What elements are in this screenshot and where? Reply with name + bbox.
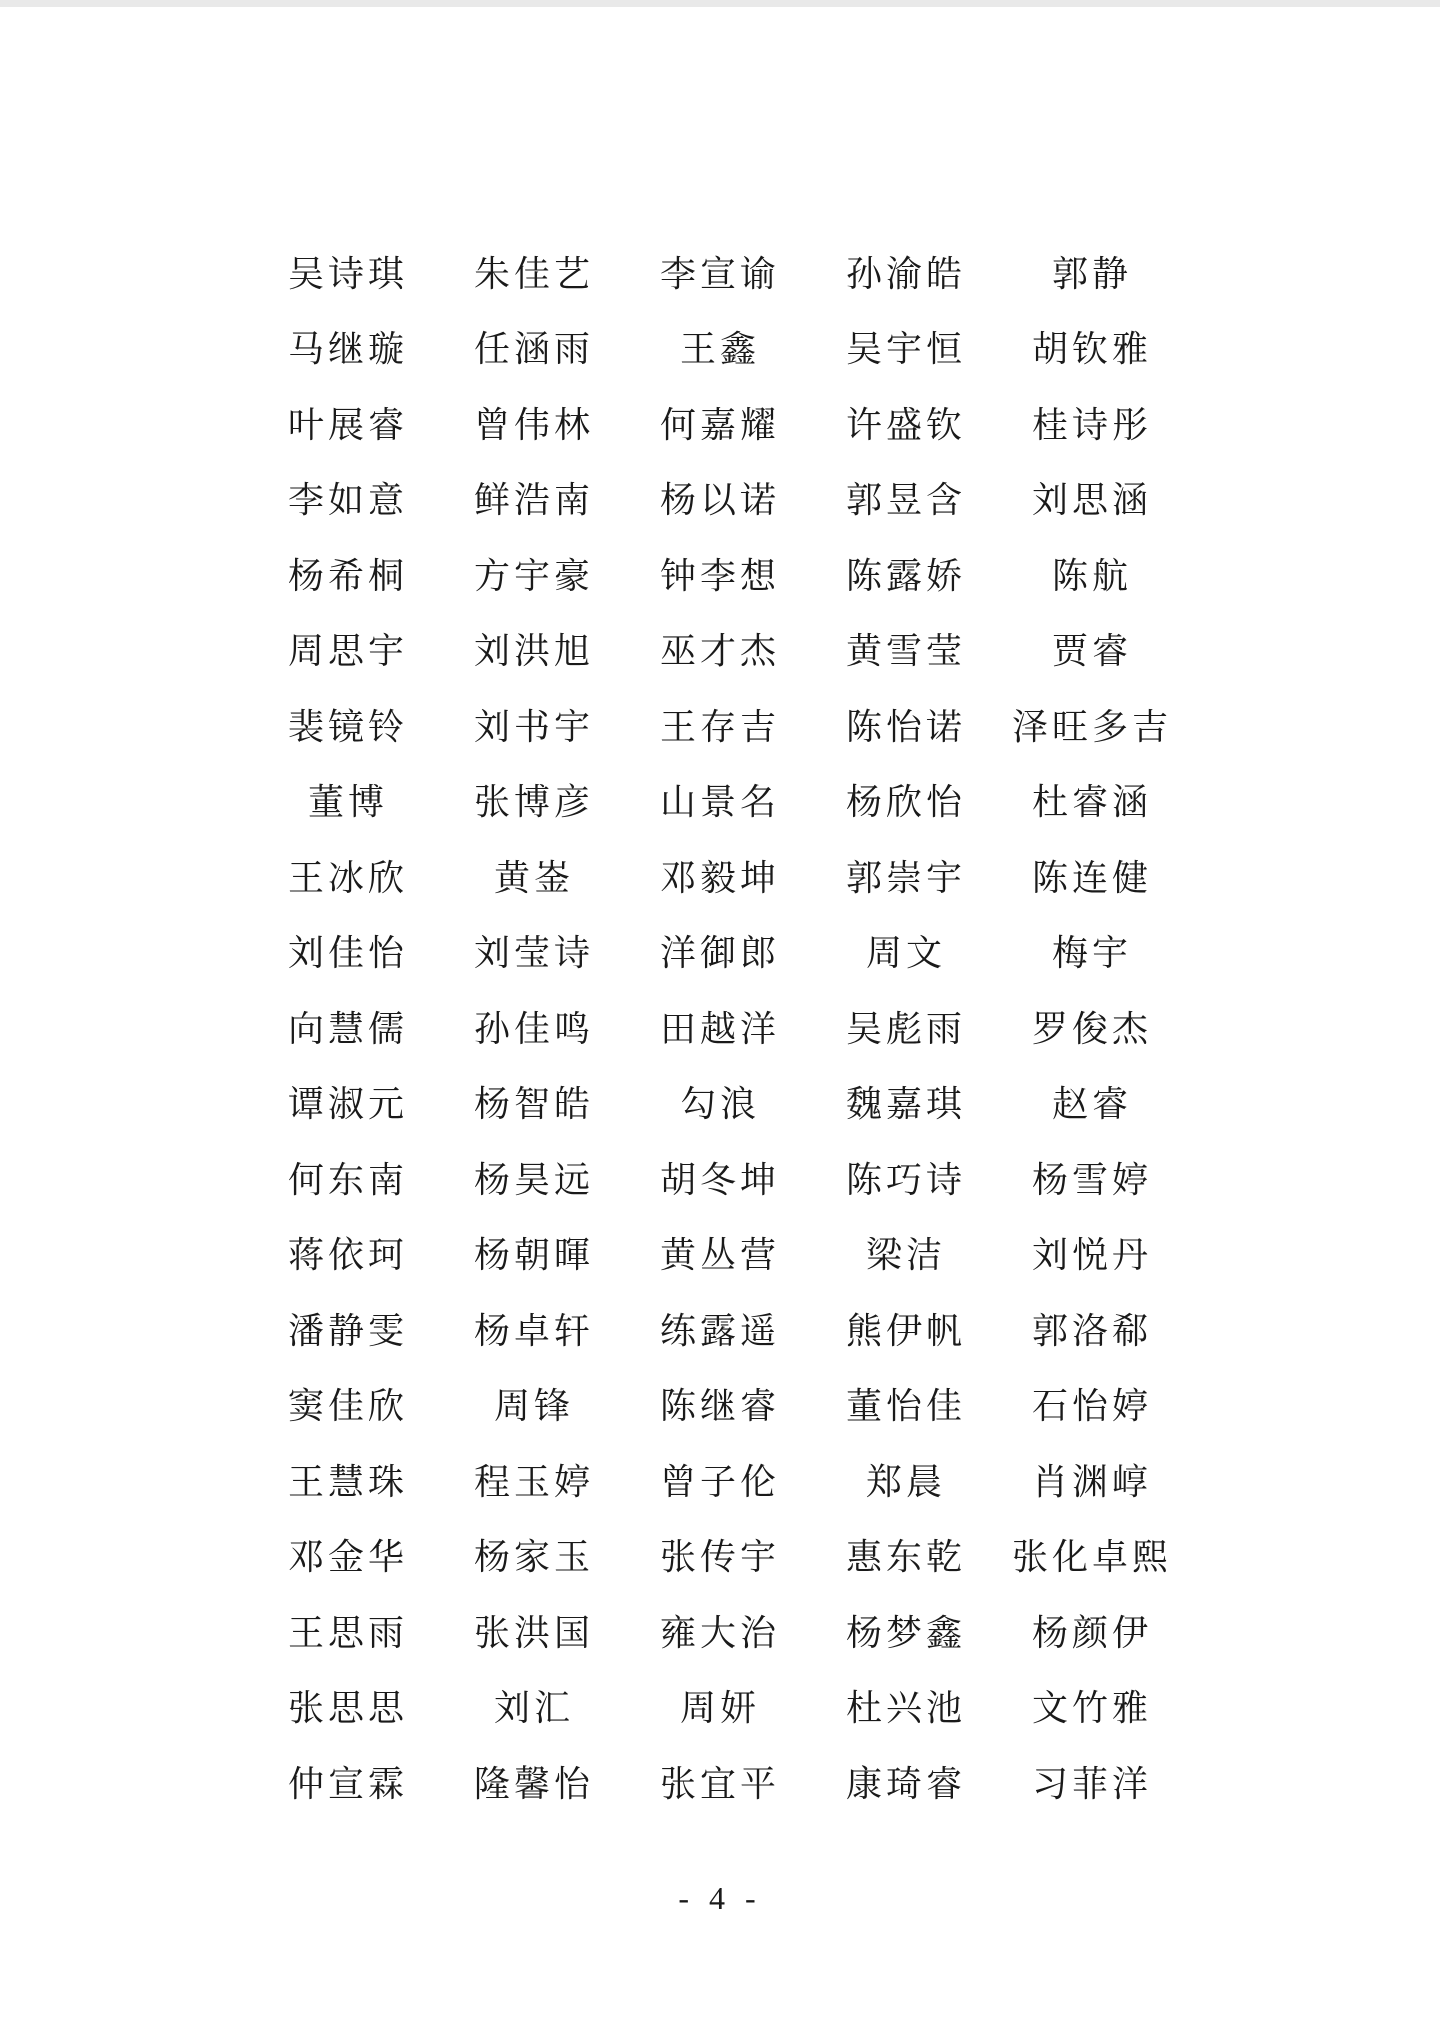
name-entry: 方宇豪 <box>473 555 594 597</box>
name-entry: 黄雪莹 <box>845 631 966 673</box>
name-entry: 许盛钦 <box>845 404 966 446</box>
name-entry: 周妍 <box>679 1688 760 1730</box>
name-entry: 杨雪婷 <box>1031 1159 1152 1201</box>
name-entry: 陈巧诗 <box>845 1159 966 1201</box>
name-entry: 张传宇 <box>659 1537 780 1579</box>
name-entry: 文竹雅 <box>1031 1688 1152 1730</box>
name-entry: 董博 <box>307 782 388 824</box>
name-entry: 张化卓熙 <box>1011 1537 1172 1579</box>
name-entry: 何东南 <box>287 1159 408 1201</box>
name-entry: 惠东乾 <box>845 1537 966 1579</box>
name-entry: 杜兴池 <box>845 1688 966 1730</box>
name-entry: 仲宣霖 <box>287 1763 408 1805</box>
name-entry: 张洪国 <box>473 1612 594 1654</box>
name-entry: 钟李想 <box>659 555 780 597</box>
name-entry: 雍大治 <box>659 1612 780 1654</box>
name-entry: 王思雨 <box>287 1612 408 1654</box>
name-entry: 吴诗琪 <box>287 253 408 295</box>
name-entry: 郭静 <box>1051 253 1132 295</box>
name-entry: 郭崇宇 <box>845 857 966 899</box>
name-entry: 康琦睿 <box>845 1763 966 1805</box>
name-entry: 陈航 <box>1051 555 1132 597</box>
name-entry: 裴镜铃 <box>287 706 408 748</box>
name-entry: 石怡婷 <box>1031 1386 1152 1428</box>
name-entry: 孙渝皓 <box>845 253 966 295</box>
name-entry: 刘汇 <box>493 1688 574 1730</box>
name-entry: 田越洋 <box>659 1008 780 1050</box>
name-entry: 谭淑元 <box>287 1084 408 1126</box>
name-entry: 胡钦雅 <box>1031 329 1152 371</box>
name-entry: 邓金华 <box>287 1537 408 1579</box>
name-entry: 杨梦鑫 <box>845 1612 966 1654</box>
name-entry: 山景名 <box>659 782 780 824</box>
name-entry: 窦佳欣 <box>287 1386 408 1428</box>
name-entry: 杨朝暉 <box>473 1235 594 1277</box>
name-entry: 刘洪旭 <box>473 631 594 673</box>
name-entry: 梅宇 <box>1051 933 1132 975</box>
name-entry: 张博彦 <box>473 782 594 824</box>
name-entry: 李宣谕 <box>659 253 780 295</box>
name-entry: 杨卓轩 <box>473 1310 594 1352</box>
name-entry: 曾子伦 <box>659 1461 780 1503</box>
name-entry: 郑晨 <box>865 1461 946 1503</box>
name-entry: 巫才杰 <box>659 631 780 673</box>
name-entry: 孙佳鸣 <box>473 1008 594 1050</box>
name-entry: 潘静雯 <box>287 1310 408 1352</box>
name-list <box>255 237 1185 1823</box>
name-entry: 习菲洋 <box>1031 1763 1152 1805</box>
page-number: - 4 - <box>678 1880 762 1916</box>
name-entry: 任涵雨 <box>473 329 594 371</box>
name-entry: 曾伟林 <box>473 404 594 446</box>
name-entry: 贾睿 <box>1051 631 1132 673</box>
name-entry: 陈露娇 <box>845 555 966 597</box>
name-entry: 罗俊杰 <box>1031 1008 1152 1050</box>
name-entry: 练露遥 <box>659 1310 780 1352</box>
name-entry: 王存吉 <box>659 706 780 748</box>
name-entry: 张宜平 <box>659 1763 780 1805</box>
name-entry: 黄丛营 <box>659 1235 780 1277</box>
name-entry: 刘思涵 <box>1031 480 1152 522</box>
name-entry: 周文 <box>865 933 946 975</box>
name-entry: 隆馨怡 <box>473 1763 594 1805</box>
name-entry: 泽旺多吉 <box>1011 706 1172 748</box>
name-entry: 杜睿涵 <box>1031 782 1152 824</box>
name-entry: 洋御郎 <box>659 933 780 975</box>
name-entry: 桂诗彤 <box>1031 404 1152 446</box>
name-entry: 朱佳艺 <box>473 253 594 295</box>
name-entry: 周锋 <box>493 1386 574 1428</box>
name-entry: 周思宇 <box>287 631 408 673</box>
name-entry: 叶展睿 <box>287 404 408 446</box>
name-entry: 杨智皓 <box>473 1084 594 1126</box>
name-entry: 王冰欣 <box>287 857 408 899</box>
name-entry: 张思思 <box>287 1688 408 1730</box>
name-entry: 赵睿 <box>1051 1084 1132 1126</box>
name-entry: 杨昊远 <box>473 1159 594 1201</box>
name-entry: 郭洛郗 <box>1031 1310 1152 1352</box>
name-entry: 梁洁 <box>865 1235 946 1277</box>
name-entry: 王慧珠 <box>287 1461 408 1503</box>
name-entry: 刘书宇 <box>473 706 594 748</box>
page-top-edge <box>0 0 1440 7</box>
name-entry: 李如意 <box>287 480 408 522</box>
name-entry: 向慧儒 <box>287 1008 408 1050</box>
name-entry: 陈连健 <box>1031 857 1152 899</box>
name-entry: 邓毅坤 <box>659 857 780 899</box>
name-entry: 郭昱含 <box>845 480 966 522</box>
name-entry: 杨以诺 <box>659 480 780 522</box>
name-entry: 刘悦丹 <box>1031 1235 1152 1277</box>
name-entry: 陈继睿 <box>659 1386 780 1428</box>
name-entry: 刘佳怡 <box>287 933 408 975</box>
name-entry: 董怡佳 <box>845 1386 966 1428</box>
name-entry: 熊伊帆 <box>845 1310 966 1352</box>
name-entry: 马继璇 <box>287 329 408 371</box>
name-entry: 何嘉耀 <box>659 404 780 446</box>
name-entry: 杨家玉 <box>473 1537 594 1579</box>
name-entry: 杨欣怡 <box>845 782 966 824</box>
name-entry: 杨颜伊 <box>1031 1612 1152 1654</box>
name-entry: 吴彪雨 <box>845 1008 966 1050</box>
name-entry: 杨希桐 <box>287 555 408 597</box>
name-entry: 陈怡诺 <box>845 706 966 748</box>
name-entry: 魏嘉琪 <box>845 1084 966 1126</box>
name-entry: 胡冬坤 <box>659 1159 780 1201</box>
name-entry: 肖渊崞 <box>1031 1461 1152 1503</box>
name-entry: 黄崟 <box>493 857 574 899</box>
name-entry: 蒋依珂 <box>287 1235 408 1277</box>
name-entry: 刘莹诗 <box>473 933 594 975</box>
name-entry: 鲜浩南 <box>473 480 594 522</box>
name-entry: 勾浪 <box>679 1084 760 1126</box>
name-entry: 吴宇恒 <box>845 329 966 371</box>
name-entry: 王鑫 <box>679 329 760 371</box>
name-entry: 程玉婷 <box>473 1461 594 1503</box>
